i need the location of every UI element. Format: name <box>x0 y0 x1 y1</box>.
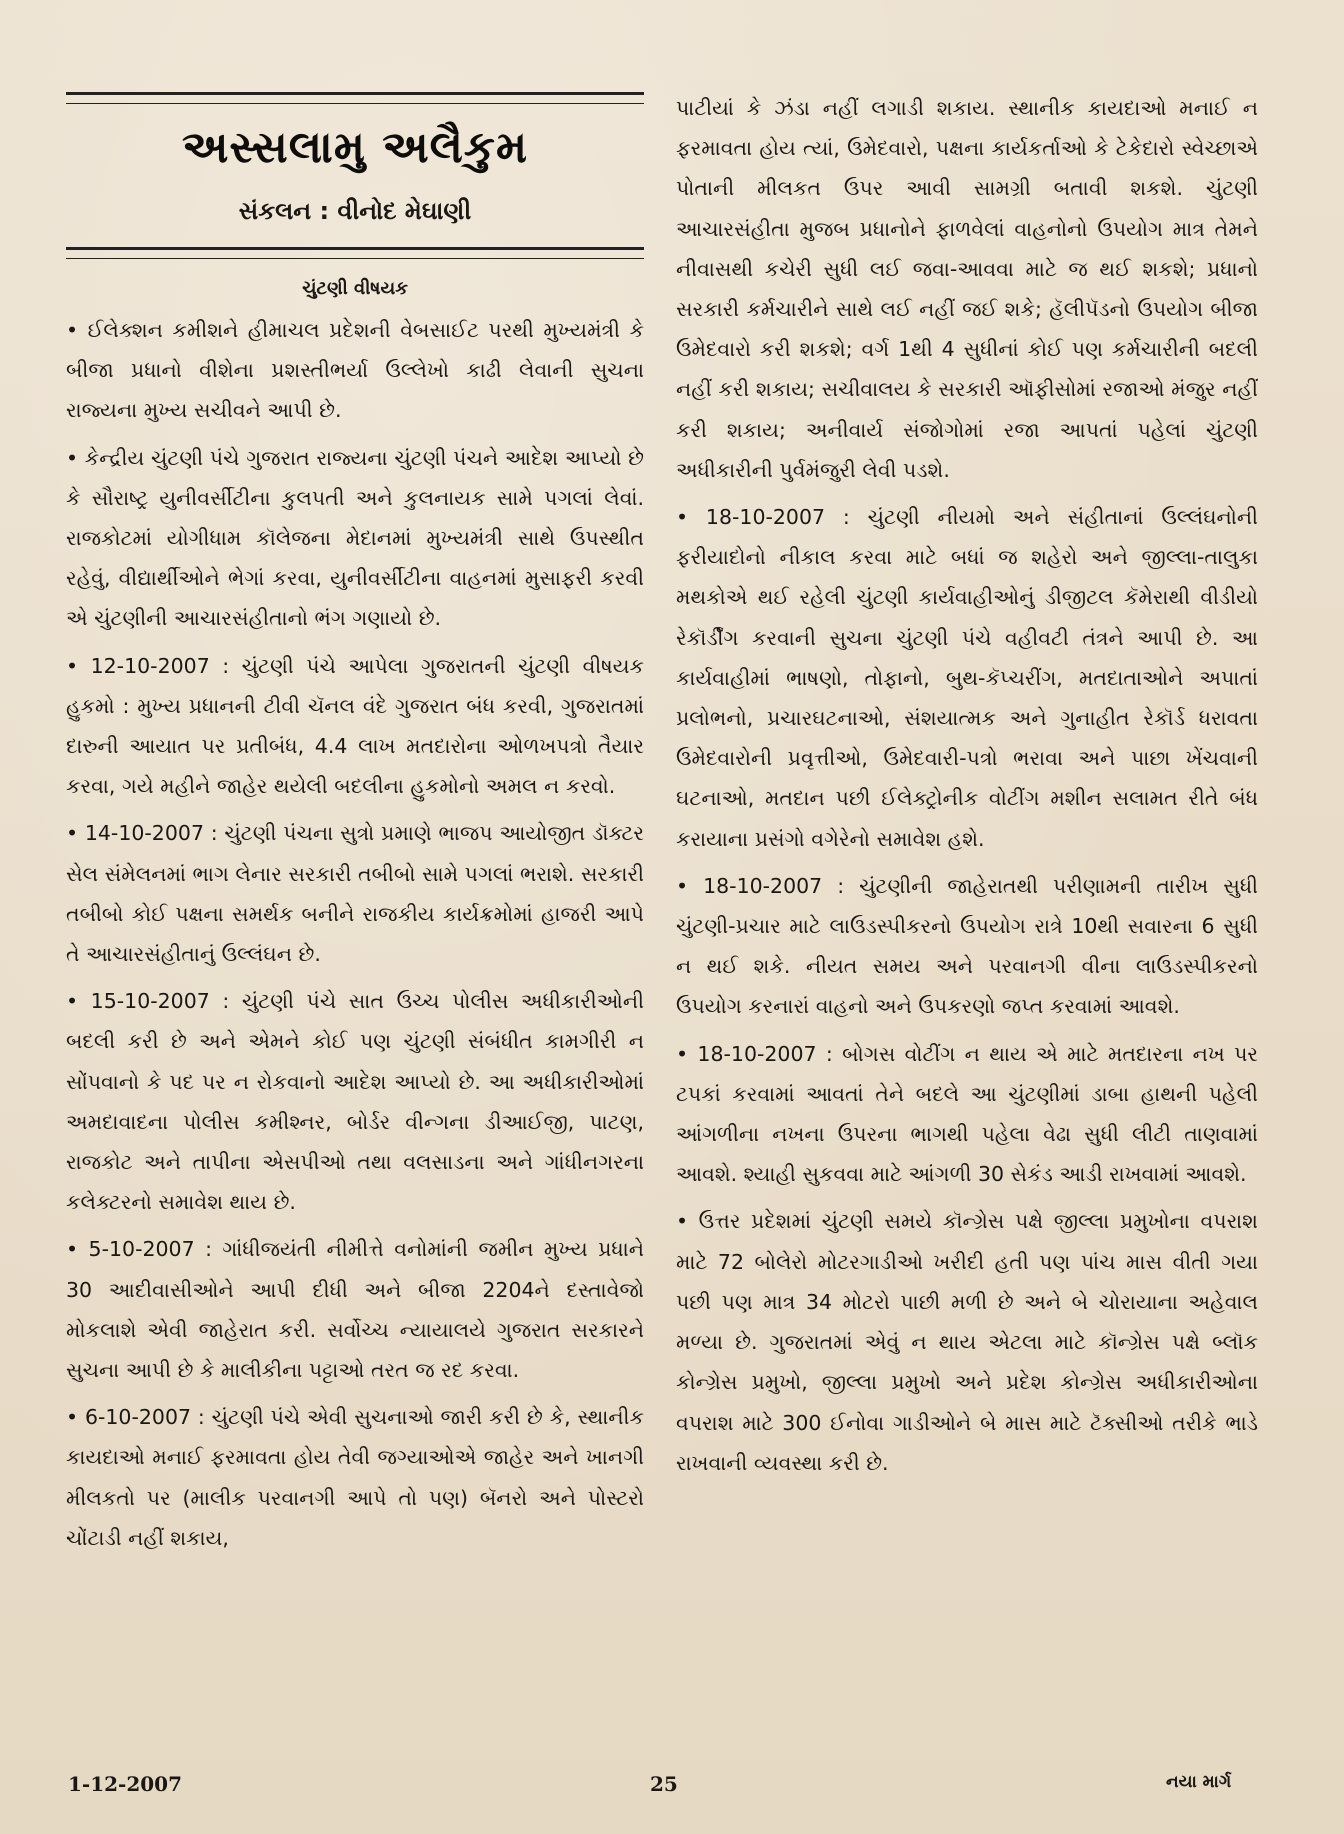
title-bottom-rule <box>66 247 644 259</box>
news-item: • 6-10-2007 : ચુંટણી પંચે એવી સુચનાઓ જારી કરી છે કે, સ્થાનીક કાયદાઓ મનાઈ ફરમાવતા હોય તેવી જગ્યાઓએ જાહેર અને ખાનગી મીલકતો પર (માલીક પરવાનગી આપે તો પણ) બૅનરો અને પોસ્ટરો ચોંટાડી નહીં શકાય, <box>66 1405 644 1550</box>
news-item: • 12-10-2007 : ચુંટણી પંચે આપેલા ગુજરાતની ચુંટણી વીષયક હુકમો : મુખ્ય પ્રધાનની ટીવી ચૅનલ વંદે ગુજરાત બંધ કરવી, ગુજરાતમાં દારુની આયાત પર પ્રતીબંધ, 4.4 લાખ મતદારોના ઓળખપત્રો તૈયાર કરવા, ગયે મહીને જાહેર થયેલી બદલીના હુકમોનો અમલ ન કરવો. <box>66 653 644 799</box>
left-column-body <box>66 310 644 1565</box>
news-item: • ઈલેક્શન કમીશને હીમાચલ પ્રદેશની વેબસાઈટ પરથી મુખ્યમંત્રી કે બીજા પ્રધાનો વીશેના પ્રશસ્તીભર્યા ઉલ્લેખો કાઢી લેવાની સુચના રાજ્યના મુખ્ય સચીવને આપી છે. <box>66 318 644 423</box>
news-item: • 14-10-2007 : ચુંટણી પંચના સુત્રો પ્રમાણે ભાજપ આયોજીત ડૉક્ટર સેલ સંમેલનમાં ભાગ લેનાર સરકારી તબીબો સામે પગલાં ભરાશે. સરકારી તબીબો કોઈ પક્ષના સમર્થક બનીને રાજકીય કાર્યક્રમોમાં હાજરી આપે તે આચારસંહીતાનું ઉલ્લંઘન છે. <box>66 821 644 967</box>
news-item: • 18-10-2007 : બોગસ વોટીંગ ન થાય એ માટે મતદારના નખ પર ટપકાં કરવામાં આવતાં તેને બદલે આ ચુંટણીમાં ડાબા હાથની પહેલી આંગળીના નખના ઉપરના ભાગથી પહેલા વેઢા સુધી લીટી તાણવામાં આવશે. શ્યાહી સુકવવા માટે આંગળી 30 સેકંડ આડી રાખવામાં આવશે. <box>676 1041 1258 1187</box>
article-title: અસ્સલામુ અલૈકુમ <box>181 122 529 173</box>
footer-date: 1-12-2007 <box>68 1772 183 1796</box>
news-item: • 18-10-2007 : ચુંટણીની જાહેરાતથી પરીણામની તારીખ સુધી ચુંટણી-પ્રચાર માટે લાઉડસ્પીકરનો ઉપયોગ રાત્રે 10થી સવારના 6 સુધી ન થઈ શકે. નીયત સમય અને પરવાનગી વીના લાઉડસ્પીકરનો ઉપયોગ કરનારાં વાહનો અને ઉપકરણો જપ્ત કરવામાં આવશે. <box>676 873 1258 1019</box>
news-item: • 5-10-2007 : ગાંધીજયંતી નીમીત્તે વનોમાંની જમીન મુખ્ય પ્રધાને 30 આદીવાસીઓને આપી દીધી અને બીજા 2204ને દસ્તાવેજો મોકલાશે એવી જાહેરાત કરી. સર્વોચ્ચ ન્યાયાલયે ગુજરાત સરકારને સુચના આપી છે કે માલીકીના પટ્ટાઓ તરત જ રદ કરવા. <box>66 1237 644 1383</box>
right-column-body <box>676 88 1258 1490</box>
news-item: • ઉત્તર પ્રદેશમાં ચુંટણી સમયે કૉન્ગ્રેસ પક્ષે જીલ્લા પ્રમુખોના વપરાશ માટે 72 બોલેરો મોટરગાડીઓ ખરીદી હતી પણ પાંચ માસ વીતી ગયા પછી પણ માત્ર 34 મોટરો પાછી મળી છે અને બે ચોરાયાના અહેવાલ મળ્યા છે. ગુજરાતમાં એવું ન થાય એટલા માટે કૉન્ગ્રેસ પક્ષે બ્લૉક કોન્ગ્રેસ પ્રમુખો, જીલ્લા પ્રમુખો અને પ્રદેશ કોન્ગ્રેસ અધીકારીઓના વપરાશ માટે 300 ઈનોવા ગાડીઓને બે માસ માટે ટૅક્સીઓ તરીકે ભાડે રાખવાની વ્યવસ્થા કરી છે. <box>676 1209 1258 1475</box>
section-heading: ચુંટણી વીષયક <box>302 278 408 299</box>
news-item: • 18-10-2007 : ચુંટણી નીયમો અને સંહીતાનાં ઉલ્લંઘનોની ફરીયાદોનો નીકાલ કરવા માટે બધાં જ શહેરો અને જીલ્લા-તાલુકા મથકોએ થઈ રહેલી ચુંટણી કાર્યવાહીઓનું ડીજીટલ કૅમેરાથી વીડીયો રેકૉર્ડીંગ કરવાની સુચના ચુંટણી પંચે વહીવટી તંત્રને આપી છે. આ કાર્યવાહીમાં ભાષણો, તોફાનો, બુથ-કૅપ્ચરીંગ, મતદાતાઓને અપાતાં પ્રલોભનો, પ્રચારઘટનાઓ, સંશયાત્મક અને ગુનાહીત રેકૉર્ડ ધરાવતા ઉમેદવારોની પ્રવૃત્તીઓ, ઉમેદવારી-પત્રો ભરાવા અને પાછા ખેંચવાની ઘટનાઓ, મતદાન પછી ઈલેક્ટ્રોનીક વોટીંગ મશીન સલામત રીતે બંધ કરાયાના પ્રસંગો વગેરેનો સમાવેશ હશે. <box>676 505 1258 851</box>
news-item: • 15-10-2007 : ચુંટણી પંચે સાત ઉચ્ચ પોલીસ અધીકારીઓની બદલી કરી છે અને એમને કોઈ પણ ચુંટણી સંબંધીત કામગીરી ન સોંપવાનો કે પદ પર ન રોકવાનો આદેશ આપ્યો છે. આ અધીકારીઓમાં અમદાવાદના પોલીસ કમીશ્નર, બોર્ડર વીન્ગના ડીઆઈજી, પાટણ, રાજકોટ અને તાપીના એસપીઓ તથા વલસાડના અને ગાંધીનગરના કલેક્ટરનો સમાવેશ થાય છે. <box>66 989 644 1215</box>
footer-page-number: 25 <box>650 1772 678 1796</box>
title-top-rule <box>66 92 644 104</box>
news-item: • કેન્દ્રીય ચુંટણી પંચે ગુજરાત રાજ્યના ચુંટણી પંચને આદેશ આપ્યો છે કે સૌરાષ્ટ્ર યુનીવર્સીટીના કુલપતી અને કુલનાયક સામે પગલાં લેવાં. રાજકોટમાં યોગીધામ કૉલેજના મેદાનમાં મુખ્યમંત્રી સાથે ઉપસ્થીત રહેવું, વીદ્યાર્થીઓને ભેગાં કરવા, યુનીવર્સીટીના વાહનમાં મુસાફરી કરવી એ ચુંટણીની આચારસંહીતાનો ભંગ ગણાયો છે. <box>66 445 644 631</box>
news-item: પાટીયાં કે ઝંડા નહીં લગાડી શકાય. સ્થાનીક કાયદાઓ મનાઈ ન ફરમાવતા હોય ત્યાં, ઉમેદવારો, પક્ષના કાર્યકર્તાઓ કે ટેકેદારો સ્વેચ્છાએ પોતાની મીલકત ઉપર આવી સામગ્રી બતાવી શકશે. ચુંટણી આચારસંહીતા મુજબ પ્રધાનોને ફાળવેલાં વાહનોનો ઉપયોગ માત્ર તેમને નીવાસથી કચેરી સુધી લઈ જવા-આવવા માટે જ થઈ શકશે; પ્રધાનો સરકારી કર્મચારીને સાથે લઈ નહીં જઈ શકે; હૅલીપૅડનો ઉપયોગ બીજા ઉમેદવારો કરી શકશે; વર્ગ 1થી 4 સુધીનાં કોઈ પણ કર્મચારીની બદલી નહીં કરી શકાય; સચીવાલય કે સરકારી ઑફીસોમાં રજાઓ મંજુર નહીં કરી શકાય; અનીવાર્ય સંજોગોમાં રજા આપતાં પહેલાં ચુંટણી અધીકારીની પુર્વમંજુરી લેવી પડશે. <box>676 96 1258 482</box>
footer-magazine-name: નયા માર્ગ <box>1166 1772 1232 1792</box>
article-byline: સંકલન : વીનોદ મેઘાણી <box>238 197 472 225</box>
